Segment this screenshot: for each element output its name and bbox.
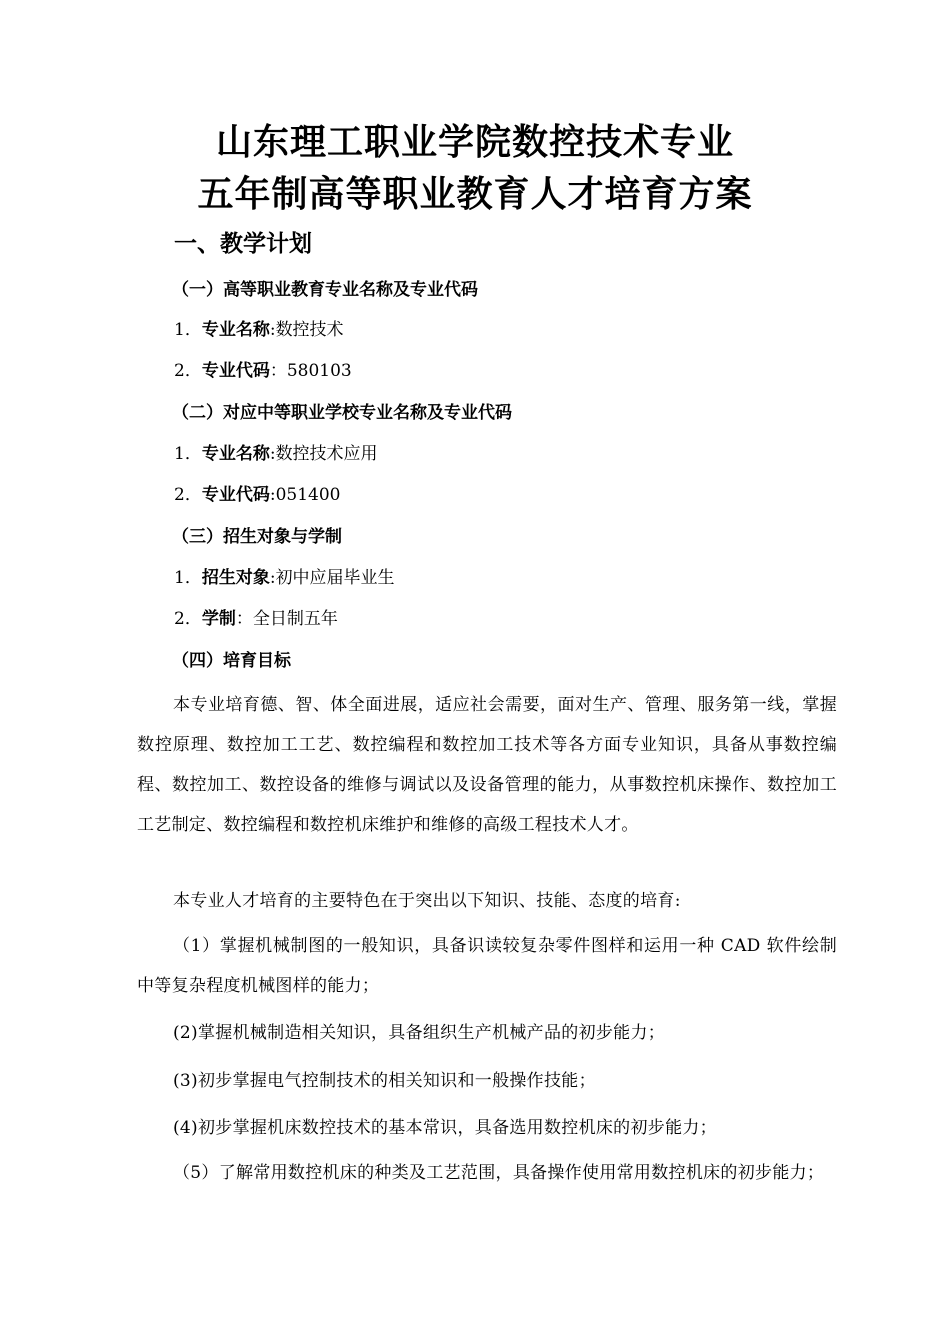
item-separator: ： [235, 609, 253, 629]
item-label: 专业代码 [201, 485, 270, 505]
item-number: 2． [174, 485, 202, 505]
item-separator: : [269, 444, 276, 464]
training-point-4: (4)初步掌握机床数控技术的基本常识，具备选用数控机床的初步能力； [173, 1118, 717, 1138]
item-label: 招生对象 [201, 568, 270, 588]
training-point-2: (2)掌握机械制造相关知识，具备组织生产机械产品的初步能力； [173, 1023, 666, 1043]
item-label: 专业代码 [201, 361, 270, 381]
item-separator: ： [269, 361, 287, 381]
study-duration-item [174, 607, 338, 631]
item-separator: : [269, 485, 276, 505]
item-value: 数控技术 [275, 320, 344, 340]
major-name-item [174, 318, 344, 342]
subsection-heading-4: （四）培育目标 [172, 651, 291, 671]
secondary-major-code-item [174, 483, 340, 507]
training-point-5: （5）了解常用数控机床的种类及工艺范围，具备操作使用常用数控机床的初步能力； [173, 1163, 825, 1183]
item-number: 1． [174, 444, 202, 464]
item-value: 数控技术应用 [275, 444, 378, 464]
subsection-heading-1: （一）高等职业教育专业名称及专业代码 [172, 280, 478, 300]
item-label: 学制 [201, 609, 236, 629]
item-separator: : [269, 568, 276, 588]
item-label: 专业名称 [201, 320, 270, 340]
document-title-line2: 五年制高等职业教育人才培育方案 [197, 173, 753, 215]
item-value: 580103 [286, 361, 352, 381]
training-features-paragraph: 本专业人才培育的主要特色在于突出以下知识、技能、态度的培育: [173, 891, 681, 911]
training-goal-paragraph: 本专业培育德、智、体全面进展，适应社会需要，面对生产、管理、服务第一线，掌握数控原理、数控加工工艺、数控编程和数控加工技术等各方面专业知识，具备从事数控编程、数控加工、数控设备的维修与调试以及设备管理的能力，从事数控机床操作、数控加工工艺制定、数控编程和数控机床维护和维修的高级工程技术人才。 [137, 695, 837, 835]
item-value: 初中应届毕业生 [275, 568, 395, 588]
item-value: 全日制五年 [252, 609, 338, 629]
subsection-heading-2: （二）对应中等职业学校专业名称及专业代码 [172, 403, 512, 423]
section-heading: 一、教学计划 [174, 230, 312, 257]
item-value: 051400 [275, 485, 341, 505]
item-number: 1． [174, 320, 202, 340]
training-point-3: (3)初步掌握电气控制技术的相关知识和一般操作技能； [173, 1071, 596, 1091]
training-point-1: （1）掌握机械制图的一般知识，具备识读较复杂零件图样和运用一种 CAD 软件绘制中等复杂程度机械图样的能力； [137, 936, 837, 996]
document-title-line1: 山东理工职业学院数控技术专业 [215, 121, 734, 163]
major-code-item [174, 359, 352, 383]
item-number: 1． [174, 568, 202, 588]
item-label: 专业名称 [201, 444, 270, 464]
enrollment-target-item [174, 566, 395, 590]
item-number: 2． [174, 361, 202, 381]
item-number: 2． [174, 609, 202, 629]
secondary-major-name-item [174, 442, 378, 466]
subsection-heading-3: （三）招生对象与学制 [172, 527, 342, 547]
item-separator: : [269, 320, 276, 340]
